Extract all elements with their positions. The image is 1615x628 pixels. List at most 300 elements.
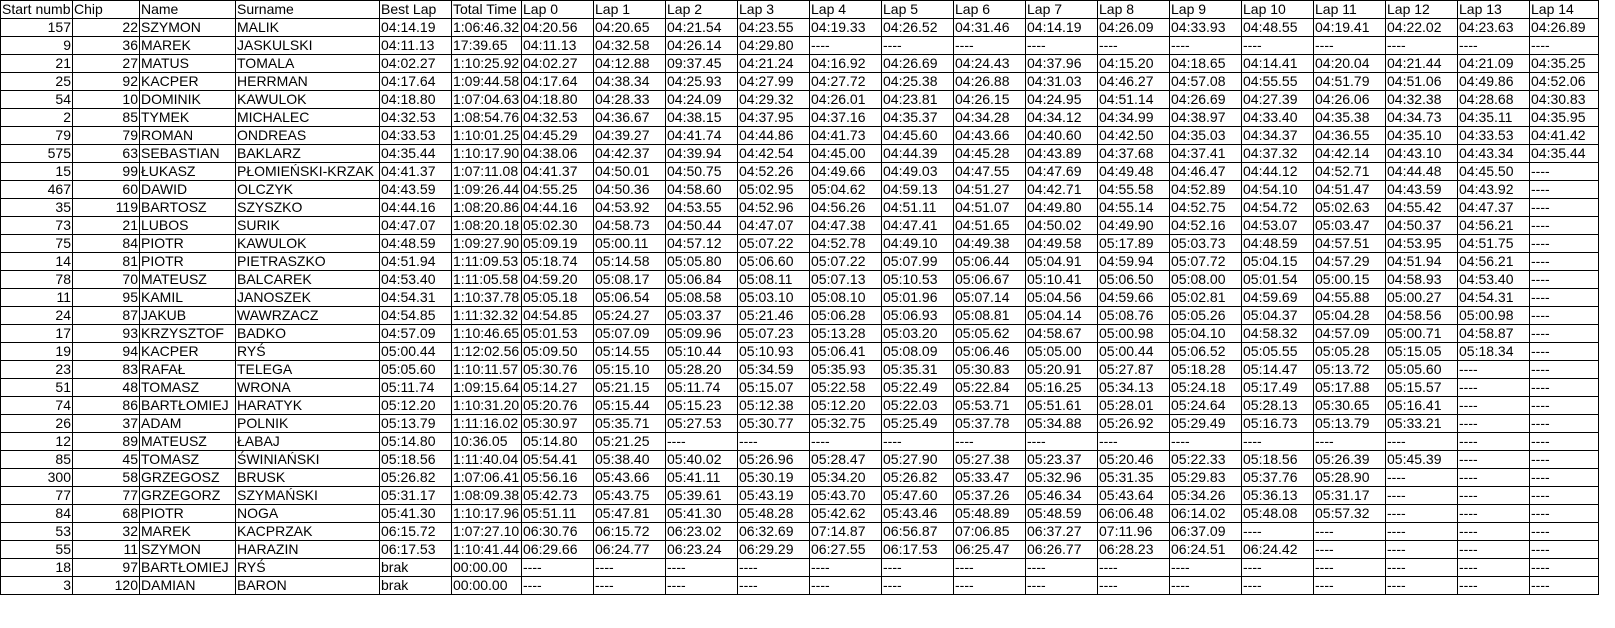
column-header: Lap 14: [1530, 1, 1599, 19]
table-cell: 04:50.02: [1026, 217, 1098, 235]
table-cell: 05:21.46: [738, 307, 810, 325]
table-cell: 04:49.80: [1026, 199, 1098, 217]
table-cell: 1:11:05.58: [452, 271, 522, 289]
table-cell: 05:30.77: [738, 415, 810, 433]
table-cell: 75: [1, 235, 73, 253]
table-row: [1, 217, 1599, 235]
table-cell: MATEUSZ: [140, 271, 236, 289]
table-row: [1, 127, 1599, 145]
table-cell: ----: [1458, 577, 1530, 595]
table-cell: 04:58.56: [1386, 307, 1458, 325]
table-cell: ----: [1458, 559, 1530, 577]
column-header: Lap 6: [954, 1, 1026, 19]
table-cell: 09:37.45: [666, 55, 738, 73]
table-cell: 04:53.40: [1458, 271, 1530, 289]
table-cell: 05:27.53: [666, 415, 738, 433]
table-cell: 05:25.49: [882, 415, 954, 433]
table-cell: 05:06.52: [1170, 343, 1242, 361]
table-cell: 04:44.86: [738, 127, 810, 145]
table-cell: 05:07.09: [594, 325, 666, 343]
table-cell: ----: [1314, 523, 1386, 541]
table-cell: ----: [1386, 37, 1458, 55]
table-cell: 04:18.65: [1170, 55, 1242, 73]
table-cell: ----: [1386, 433, 1458, 451]
table-cell: 05:20.46: [1098, 451, 1170, 469]
table-cell: POLNIK: [236, 415, 380, 433]
table-cell: 05:02.30: [522, 217, 594, 235]
table-cell: 99: [73, 163, 140, 181]
table-cell: 05:43.75: [594, 487, 666, 505]
table-cell: 06:15.72: [594, 523, 666, 541]
table-cell: 05:05.60: [1386, 361, 1458, 379]
table-cell: ----: [1458, 415, 1530, 433]
table-cell: ----: [1530, 217, 1599, 235]
column-header: Lap 13: [1458, 1, 1530, 19]
table-row: [1, 199, 1599, 217]
table-cell: 04:37.96: [1026, 55, 1098, 73]
table-cell: 05:26.82: [380, 469, 452, 487]
table-cell: 05:11.74: [380, 379, 452, 397]
table-cell: 05:06.84: [666, 271, 738, 289]
table-cell: 04:23.55: [738, 19, 810, 37]
table-cell: 3: [1, 577, 73, 595]
table-cell: RYŚ: [236, 343, 380, 361]
table-cell: LUBOS: [140, 217, 236, 235]
table-cell: 04:49.48: [1098, 163, 1170, 181]
table-cell: 04:57.09: [1314, 325, 1386, 343]
table-cell: ----: [1026, 559, 1098, 577]
table-cell: 26: [1, 415, 73, 433]
table-cell: SZYSZKO: [236, 199, 380, 217]
table-cell: 06:24.77: [594, 541, 666, 559]
table-cell: 04:54.85: [380, 307, 452, 325]
table-cell: 05:05.60: [380, 361, 452, 379]
table-cell: 04:50.36: [594, 181, 666, 199]
table-cell: 04:55.25: [522, 181, 594, 199]
table-cell: 05:35.93: [810, 361, 882, 379]
table-cell: 04:58.93: [1386, 271, 1458, 289]
table-cell: 05:06.46: [954, 343, 1026, 361]
table-cell: ----: [1242, 433, 1314, 451]
table-cell: ----: [594, 559, 666, 577]
table-cell: ----: [1530, 487, 1599, 505]
table-cell: 55: [1, 541, 73, 559]
table-cell: ----: [1458, 451, 1530, 469]
table-cell: 04:52.16: [1170, 217, 1242, 235]
table-cell: 04:56.21: [1458, 217, 1530, 235]
table-cell: 04:57.51: [1314, 235, 1386, 253]
table-cell: ----: [1458, 361, 1530, 379]
table-cell: HARATYK: [236, 397, 380, 415]
table-cell: ----: [1530, 289, 1599, 307]
table-cell: 84: [1, 505, 73, 523]
table-cell: 77: [73, 487, 140, 505]
table-cell: 07:06.85: [954, 523, 1026, 541]
table-cell: 04:39.94: [666, 145, 738, 163]
table-cell: ----: [522, 577, 594, 595]
table-cell: 05:06.93: [882, 307, 954, 325]
table-cell: 04:52.06: [1530, 73, 1599, 91]
table-row: [1, 361, 1599, 379]
table-cell: 21: [1, 55, 73, 73]
table-cell: 05:05.00: [1026, 343, 1098, 361]
table-cell: ----: [1530, 577, 1599, 595]
table-cell: 00:00.00: [452, 577, 522, 595]
table-cell: 04:33.53: [380, 127, 452, 145]
table-cell: ONDREAS: [236, 127, 380, 145]
table-cell: ----: [810, 37, 882, 55]
table-cell: 04:43.59: [380, 181, 452, 199]
table-cell: 05:35.31: [882, 361, 954, 379]
table-cell: 04:47.07: [380, 217, 452, 235]
table-cell: 04:58.60: [666, 181, 738, 199]
table-cell: ----: [954, 37, 1026, 55]
table-cell: 04:58.32: [1242, 325, 1314, 343]
table-cell: 05:26.39: [1314, 451, 1386, 469]
table-cell: 04:56.26: [810, 199, 882, 217]
column-header: Lap 11: [1314, 1, 1386, 19]
table-cell: ----: [1242, 37, 1314, 55]
table-cell: 04:53.55: [666, 199, 738, 217]
table-cell: 05:14.27: [522, 379, 594, 397]
table-cell: 05:04.62: [810, 181, 882, 199]
table-cell: 04:57.08: [1170, 73, 1242, 91]
table-cell: 05:15.07: [738, 379, 810, 397]
table-cell: 05:05.28: [1314, 343, 1386, 361]
table-cell: 05:48.28: [738, 505, 810, 523]
table-cell: 05:04.37: [1242, 307, 1314, 325]
table-row: [1, 307, 1599, 325]
table-cell: 05:05.26: [1170, 307, 1242, 325]
table-cell: 05:43.46: [882, 505, 954, 523]
table-cell: 05:08.09: [882, 343, 954, 361]
table-cell: 05:17.49: [1242, 379, 1314, 397]
column-header: Lap 4: [810, 1, 882, 19]
table-cell: 05:57.32: [1314, 505, 1386, 523]
table-cell: 04:23.63: [1458, 19, 1530, 37]
table-cell: 04:34.37: [1242, 127, 1314, 145]
table-cell: 04:38.06: [522, 145, 594, 163]
table-cell: 06:56.87: [882, 523, 954, 541]
table-cell: WAWRZACZ: [236, 307, 380, 325]
table-cell: 04:29.32: [738, 91, 810, 109]
table-cell: 05:07.72: [1170, 253, 1242, 271]
table-cell: 83: [73, 361, 140, 379]
table-cell: ----: [1530, 541, 1599, 559]
table-cell: 84: [73, 235, 140, 253]
table-cell: 05:37.78: [954, 415, 1026, 433]
table-cell: 05:12.38: [738, 397, 810, 415]
table-cell: 05:14.80: [522, 433, 594, 451]
table-cell: 04:56.21: [1458, 253, 1530, 271]
table-cell: 05:10.53: [882, 271, 954, 289]
table-cell: HARAZIN: [236, 541, 380, 559]
table-cell: 04:34.73: [1386, 109, 1458, 127]
table-cell: 05:26.92: [1098, 415, 1170, 433]
table-cell: 04:24.95: [1026, 91, 1098, 109]
table-cell: 04:41.42: [1530, 127, 1599, 145]
table-cell: 04:28.33: [594, 91, 666, 109]
table-cell: 05:16.73: [1242, 415, 1314, 433]
table-cell: SEBASTIAN: [140, 145, 236, 163]
table-cell: 05:18.56: [1242, 451, 1314, 469]
table-cell: 05:00.44: [1098, 343, 1170, 361]
table-cell: 05:34.20: [810, 469, 882, 487]
table-cell: 05:03.47: [1314, 217, 1386, 235]
table-cell: NOGA: [236, 505, 380, 523]
table-cell: 04:54.85: [522, 307, 594, 325]
table-cell: 06:24.42: [1242, 541, 1314, 559]
table-cell: ----: [1098, 433, 1170, 451]
table-cell: 07:11.96: [1098, 523, 1170, 541]
table-cell: ----: [1458, 505, 1530, 523]
table-cell: 05:12.20: [810, 397, 882, 415]
table-cell: 05:32.96: [1026, 469, 1098, 487]
table-cell: 04:16.92: [810, 55, 882, 73]
table-cell: ŁUKASZ: [140, 163, 236, 181]
table-cell: 04:50.01: [594, 163, 666, 181]
table-cell: 05:07.14: [954, 289, 1026, 307]
column-header: Lap 10: [1242, 1, 1314, 19]
table-cell: 05:30.19: [738, 469, 810, 487]
table-cell: 73: [1, 217, 73, 235]
table-cell: 89: [73, 433, 140, 451]
table-cell: 04:37.41: [1170, 145, 1242, 163]
column-header: Total Time: [452, 1, 522, 19]
table-cell: KRZYSZTOF: [140, 325, 236, 343]
table-cell: 1:08:20.18: [452, 217, 522, 235]
table-cell: 1:11:40.04: [452, 451, 522, 469]
table-cell: 24: [1, 307, 73, 325]
table-cell: MALIK: [236, 19, 380, 37]
table-cell: 06:17.53: [882, 541, 954, 559]
table-cell: 05:00.71: [1386, 325, 1458, 343]
table-cell: 04:53.95: [1386, 235, 1458, 253]
table-cell: BARTŁOMIEJ: [140, 397, 236, 415]
table-row: [1, 271, 1599, 289]
table-cell: ----: [1170, 37, 1242, 55]
table-cell: 05:07.22: [810, 253, 882, 271]
table-cell: 04:51.47: [1314, 181, 1386, 199]
table-cell: 04:41.37: [380, 163, 452, 181]
table-cell: 05:10.41: [1026, 271, 1098, 289]
table-cell: ----: [1242, 559, 1314, 577]
table-cell: 05:15.44: [594, 397, 666, 415]
column-header: Lap 7: [1026, 1, 1098, 19]
table-cell: ----: [738, 433, 810, 451]
table-cell: ----: [810, 433, 882, 451]
table-cell: 05:40.02: [666, 451, 738, 469]
table-cell: ŚWINIAŃSKI: [236, 451, 380, 469]
table-cell: RYŚ: [236, 559, 380, 577]
table-cell: SURIK: [236, 217, 380, 235]
table-cell: 04:36.67: [594, 109, 666, 127]
table-cell: 04:35.11: [1458, 109, 1530, 127]
table-cell: 05:07.13: [810, 271, 882, 289]
table-cell: ----: [1458, 433, 1530, 451]
table-cell: 06:06.48: [1098, 505, 1170, 523]
table-cell: 04:43.92: [1458, 181, 1530, 199]
table-cell: 04:26.15: [954, 91, 1026, 109]
table-cell: TOMASZ: [140, 379, 236, 397]
table-cell: 05:07.22: [738, 235, 810, 253]
table-cell: 04:42.50: [1098, 127, 1170, 145]
table-cell: ----: [522, 559, 594, 577]
table-cell: 05:15.23: [666, 397, 738, 415]
table-cell: 04:24.09: [666, 91, 738, 109]
table-cell: KACPRZAK: [236, 523, 380, 541]
table-cell: 05:18.28: [1170, 361, 1242, 379]
table-cell: 04:47.41: [882, 217, 954, 235]
table-cell: 05:22.33: [1170, 451, 1242, 469]
table-cell: WRONA: [236, 379, 380, 397]
table-cell: 05:09.96: [666, 325, 738, 343]
table-cell: 1:10:37.78: [452, 289, 522, 307]
table-row: [1, 289, 1599, 307]
table-cell: 04:43.66: [954, 127, 1026, 145]
table-cell: 04:26.09: [1098, 19, 1170, 37]
table-cell: 04:55.42: [1386, 199, 1458, 217]
table-cell: 05:05.55: [1242, 343, 1314, 361]
table-cell: 79: [73, 127, 140, 145]
table-row: [1, 397, 1599, 415]
table-cell: 05:42.62: [810, 505, 882, 523]
table-cell: 04:41.73: [810, 127, 882, 145]
column-header: Name: [140, 1, 236, 19]
table-cell: 05:22.58: [810, 379, 882, 397]
table-cell: 04:54.31: [380, 289, 452, 307]
table-cell: 95: [73, 289, 140, 307]
table-cell: SZYMON: [140, 541, 236, 559]
table-cell: 05:31.17: [1314, 487, 1386, 505]
table-cell: 04:35.38: [1314, 109, 1386, 127]
table-cell: 04:32.53: [380, 109, 452, 127]
table-cell: 1:11:32.32: [452, 307, 522, 325]
table-cell: 04:35.37: [882, 109, 954, 127]
table-cell: 04:47.37: [1458, 199, 1530, 217]
table-cell: 05:04.10: [1170, 325, 1242, 343]
table-cell: 05:00.44: [380, 343, 452, 361]
table-cell: 18: [1, 559, 73, 577]
table-cell: 04:25.38: [882, 73, 954, 91]
table-cell: 05:15.05: [1386, 343, 1458, 361]
table-cell: 05:04.28: [1314, 307, 1386, 325]
table-cell: 04:49.38: [954, 235, 1026, 253]
table-row: [1, 55, 1599, 73]
table-cell: 300: [1, 469, 73, 487]
table-cell: ----: [1530, 271, 1599, 289]
table-cell: 04:26.69: [882, 55, 954, 73]
header-row: [1, 1, 1599, 19]
table-cell: 04:44.16: [380, 199, 452, 217]
table-row: [1, 253, 1599, 271]
table-cell: 05:08.00: [1170, 271, 1242, 289]
table-cell: ----: [1530, 505, 1599, 523]
table-cell: 05:28.13: [1242, 397, 1314, 415]
table-cell: 1:08:54.76: [452, 109, 522, 127]
table-cell: 70: [73, 271, 140, 289]
table-cell: 05:27.38: [954, 451, 1026, 469]
table-cell: 05:15.10: [594, 361, 666, 379]
table-cell: JANOSZEK: [236, 289, 380, 307]
table-cell: 35: [1, 199, 73, 217]
table-cell: 05:14.58: [594, 253, 666, 271]
table-cell: ----: [1386, 487, 1458, 505]
column-header: Lap 9: [1170, 1, 1242, 19]
table-cell: 04:17.64: [380, 73, 452, 91]
table-row: [1, 469, 1599, 487]
table-cell: ----: [1026, 433, 1098, 451]
table-cell: ----: [738, 559, 810, 577]
table-cell: 2: [1, 109, 73, 127]
table-cell: 04:52.75: [1170, 199, 1242, 217]
table-cell: 04:25.93: [666, 73, 738, 91]
table-cell: 04:58.67: [1026, 325, 1098, 343]
table-row: [1, 415, 1599, 433]
table-cell: 05:43.70: [810, 487, 882, 505]
table-cell: 05:30.65: [1314, 397, 1386, 415]
table-cell: 05:12.20: [380, 397, 452, 415]
table-cell: 04:11.13: [380, 37, 452, 55]
table-cell: 06:25.47: [954, 541, 1026, 559]
table-cell: 05:05.62: [954, 325, 1026, 343]
table-cell: 05:31.17: [380, 487, 452, 505]
table-cell: 04:37.32: [1242, 145, 1314, 163]
table-cell: 04:42.37: [594, 145, 666, 163]
table-cell: 04:51.27: [954, 181, 1026, 199]
table-cell: HERRMAN: [236, 73, 380, 91]
table-cell: 04:32.58: [594, 37, 666, 55]
table-cell: brak: [380, 559, 452, 577]
table-cell: 05:00.15: [1314, 271, 1386, 289]
table-cell: 06:29.29: [738, 541, 810, 559]
table-cell: 05:18.56: [380, 451, 452, 469]
table-cell: 04:41.37: [522, 163, 594, 181]
table-cell: ----: [1170, 559, 1242, 577]
table-cell: 04:59.20: [522, 271, 594, 289]
table-cell: 04:14.19: [380, 19, 452, 37]
table-cell: ----: [1098, 559, 1170, 577]
column-header: Chip: [73, 1, 140, 19]
table-cell: ----: [1530, 181, 1599, 199]
table-cell: 04:21.09: [1458, 55, 1530, 73]
table-cell: 04:18.80: [522, 91, 594, 109]
table-cell: 04:59.66: [1098, 289, 1170, 307]
table-cell: 05:22.84: [954, 379, 1026, 397]
table-row: [1, 451, 1599, 469]
table-cell: 05:18.74: [522, 253, 594, 271]
column-header: Lap 12: [1386, 1, 1458, 19]
table-cell: 04:32.38: [1386, 91, 1458, 109]
column-header: Start numb: [1, 1, 73, 19]
column-header: Lap 2: [666, 1, 738, 19]
table-cell: 05:21.25: [594, 433, 666, 451]
table-cell: 60: [73, 181, 140, 199]
table-cell: ----: [1458, 487, 1530, 505]
table-cell: 10:36.05: [452, 433, 522, 451]
table-cell: 1:07:06.41: [452, 469, 522, 487]
table-cell: 04:57.29: [1314, 253, 1386, 271]
table-cell: 04:51.07: [954, 199, 1026, 217]
table-cell: 04:15.20: [1098, 55, 1170, 73]
table-cell: 04:58.73: [594, 217, 666, 235]
table-cell: 04:26.89: [1530, 19, 1599, 37]
table-cell: ROMAN: [140, 127, 236, 145]
table-header: [1, 1, 1599, 19]
table-cell: ----: [1530, 253, 1599, 271]
table-cell: 04:55.14: [1098, 199, 1170, 217]
table-cell: 05:01.53: [522, 325, 594, 343]
